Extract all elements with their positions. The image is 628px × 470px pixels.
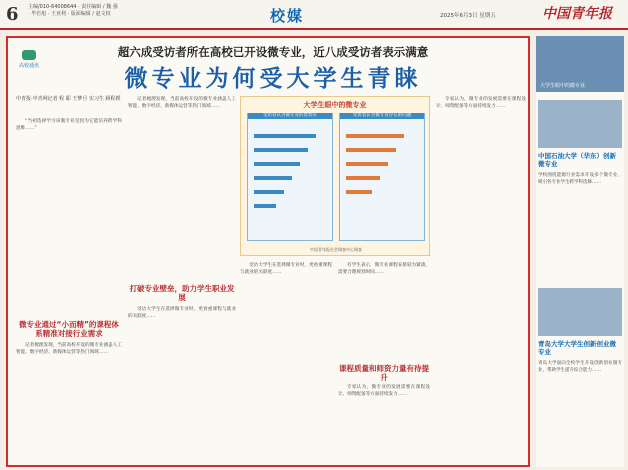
issue-date: 2025年6月3日 星期五 [440,13,496,19]
chart-bar [254,190,284,194]
page-number: 6 [6,4,19,25]
chart-advantages-title: 受访者认为微专业的优势有 [248,113,332,119]
body-paragraph: 专家认为，微专业的发展需要在课程设计、师资配备等方面持续发力…… [338,385,430,398]
editor-contact: 主编/010-64008644 · 责任编辑 / 魏 强 · 毕若旭 · 王亚利 · 版面编辑 / 赵文权 [28,4,118,17]
sidebar-story-1-head: 中国石油大学（华东）创新微专业 [538,152,616,168]
column-tag-icon [22,50,36,60]
body-paragraph: 记者梳理发现，当前高校开设的微专业涵盖人工智能、数字经济、新媒体运营等热门领域…… [16,343,122,356]
sidebar [536,36,624,467]
infographic [240,96,430,256]
body-paragraph: 受访大学生在选择微专业时，更看重课程与就业的关联度…… [128,307,236,320]
sidebar-photo-1 [538,100,622,148]
chart-bar [254,162,300,166]
chart-advantages [247,113,333,241]
byline: 中青报·中青网记者 程 耶 王梦旦 实习生 顾程媛 [16,96,121,102]
masthead [0,0,628,30]
body-paragraph: 受访大学生在选择微专业时，更看重课程与就业的关联度…… [240,263,332,276]
sidebar-story-2-head: 青岛大学大学生创新创业微专业 [538,340,616,356]
chart-bar [346,162,388,166]
subhead-2: 打破专业壁垒，助力学生职业发展 [129,284,235,302]
body-column-1 [16,118,122,318]
body-column-3 [240,262,332,464]
chart-bar [254,134,316,138]
body-column-2b [128,306,236,464]
chart-bar [254,148,308,152]
section-title: 校媒 [270,7,305,25]
body-column-4 [338,262,430,360]
subhead-1: 微专业通过“小而精”的课程体系精准对接行业需求 [19,320,119,338]
body-column-2 [128,96,236,282]
body-paragraph: 专家认为，微专业的发展需要在课程设计、师资配备等方面持续发力…… [436,97,526,110]
chart-problems-title: 受访者认为微专业存在的问题 [340,113,424,119]
body-paragraph: 记者梳理发现，当前高校开设的微专业涵盖人工智能、数字经济、新媒体运营等热门领域…… [128,97,236,110]
sidebar-banner-title: 大学生眼中的微专业 [540,83,586,89]
body-column-5 [436,96,526,464]
chart-bar [254,204,276,208]
body-paragraph: 有学生表示，微专业课程安排较为紧凑，需要合理规划时间…… [338,263,430,276]
chart-bar [346,134,404,138]
sidebar-photo-2 [538,288,622,336]
newspaper-logo: 中国青年报 [542,6,612,22]
sidebar-story-1-text: 学校围绕能源行业需求开设多个微专业，吸引各专业学生跨学科选修…… [538,173,622,185]
sidebar-banner [536,36,624,92]
chart-problems [339,113,425,241]
feature-article [6,36,530,467]
chart-bar [346,176,380,180]
subhead-3: 课程质量和师资力量有待提升 [339,364,429,382]
column-tag-label: 高校通讯 [18,63,39,69]
infographic-title: 大学生眼中的微专业 [303,101,367,109]
kicker: 超六成受访者所在高校已开设微专业，近八成受访者表示满意 [117,45,429,59]
body-column-4b [338,384,430,464]
infographic-footnote: 中国青年报社会调查中心调查 [310,247,362,252]
headline: 微专业为何受大学生青睐 [124,66,422,92]
chart-bar [346,190,372,194]
chart-bar [254,176,292,180]
body-paragraph: “当初选择学习该微专业是因为它能培养跨学科思维……” [16,119,122,132]
chart-bar [346,148,396,152]
column-tag [18,50,40,76]
body-column-1b [16,342,122,464]
sidebar-story-2-text: 青岛大学面向全校学生开设创新创业微专业，帮助学生提升综合能力…… [538,361,622,373]
